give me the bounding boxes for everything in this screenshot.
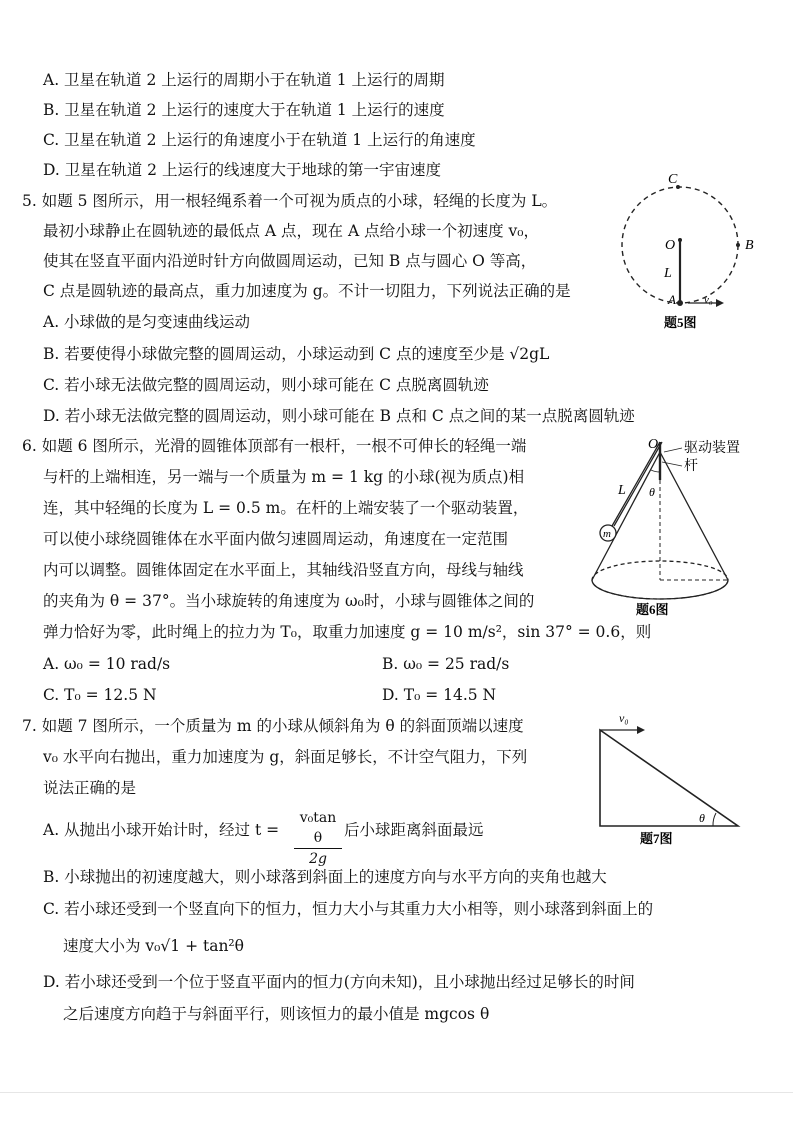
- q4-option-b: B. 卫星在轨道 2 上运行的速度大于在轨道 1 上运行的速度: [43, 101, 445, 119]
- q6-stem-line-1: 6. 如题 6 图所示，光滑的圆锥体顶部有一根杆，一根不可伸长的轻绳一端: [22, 437, 527, 455]
- fig6-caption: 题6图: [636, 602, 669, 617]
- q7-option-a-fraction: [294, 808, 342, 869]
- q7-option-d-line-2: 之后速度方向趋于与斜面平行，则该恒力的最小值是 mgcos θ: [63, 1005, 490, 1023]
- figure-5-circle-diagram: [620, 172, 780, 335]
- fig6-label-drive: 驱动装置: [684, 441, 740, 456]
- q5-option-b: B. 若要使得小球做完整的圆周运动，小球运动到 C 点的速度至少是 √2gL: [43, 345, 550, 363]
- fig6-label-o: O: [648, 437, 659, 452]
- figure-7-incline-diagram: [595, 710, 755, 850]
- q6-option-c: C. T₀ = 12.5 N: [43, 686, 157, 704]
- fig5-label-b: B: [745, 238, 754, 253]
- q7-option-a-denominator: 2g: [309, 851, 327, 867]
- q6-option-b: B. ω₀ = 25 rad/s: [382, 655, 510, 673]
- q7-stem-line-2: v₀ 水平向右抛出，重力加速度为 g，斜面足够长，不计空气阻力，下列: [43, 748, 528, 766]
- q6-stem-line-4: 可以使小球绕圆锥体在水平面内做匀速圆周运动，角速度在一定范围: [43, 530, 509, 548]
- q7-option-d-line-1: D. 若小球还受到一个位于竖直平面内的恒力(方向未知)，且小球抛出经过足够长的时间: [43, 973, 635, 991]
- q5-option-d: D. 若小球无法做完整的圆周运动，则小球可能在 B 点和 C 点之间的某一点脱离圆轨迹: [43, 407, 635, 425]
- q6-option-a: A. ω₀ = 10 rad/s: [43, 655, 171, 673]
- q7-option-b: B. 小球抛出的初速度越大，则小球落到斜面上的速度方向与水平方向的夹角也越大: [43, 868, 607, 886]
- fig6-label-rod: 杆: [684, 459, 698, 474]
- q6-stem-line-2: 与杆的上端相连，另一端与一个质量为 m = 1 kg 的小球(视为质点)相: [43, 468, 525, 486]
- q7-option-c-line-2: 速度大小为 v₀√1 + tan²θ: [63, 937, 244, 955]
- q7-stem-line-1: 7. 如题 7 图所示，一个质量为 m 的小球从倾斜角为 θ 的斜面顶端以速度: [22, 717, 524, 735]
- q5-stem-line-2: 最初小球静止在圆轨迹的最低点 A 点，现在 A 点给小球一个初速度 v₀，: [43, 222, 539, 240]
- fig7-label-theta: θ: [699, 811, 705, 825]
- fig6-label-m: m: [603, 528, 611, 540]
- q6-stem-line-7: 弹力恰好为零，此时绳上的拉力为 T₀，取重力加速度 g = 10 m/s²，sin 37° = 0.6，则: [43, 623, 652, 641]
- fig7-caption: 题7图: [640, 831, 673, 846]
- q4-option-d: D. 卫星在轨道 2 上运行的线速度大于地球的第一宇宙速度: [43, 161, 441, 179]
- q5-stem-line-3: 使其在竖直平面内沿逆时针方向做圆周运动，已知 B 点与圆心 O 等高，: [43, 252, 537, 270]
- q7-option-a-numerator: v₀tan θ: [294, 808, 342, 849]
- q4-option-a: A. 卫星在轨道 2 上运行的周期小于在轨道 1 上运行的周期: [43, 71, 445, 89]
- q7-option-a-prefix: A. 从抛出小球开始计时，经过 t =: [43, 821, 280, 839]
- fig5-label-v0: v₀: [704, 294, 713, 306]
- q5-stem-line-4: C 点是圆轨迹的最高点，重力加速度为 g。不计一切阻力，下列说法正确的是: [43, 282, 571, 300]
- q5-option-a: A. 小球做的是匀变速曲线运动: [43, 313, 251, 331]
- page-bottom-divider: [0, 1092, 793, 1093]
- fig5-label-a: A: [668, 292, 676, 307]
- fig7-label-v0: v₀: [619, 711, 629, 725]
- fig5-label-l: L: [664, 266, 672, 281]
- fig5-label-o: O: [665, 238, 676, 253]
- q7-option-c-line-1: C. 若小球还受到一个竖直向下的恒力，恒力大小与其重力大小相等，则小球落到斜面上的: [43, 900, 654, 918]
- fig6-label-theta: θ: [649, 485, 655, 499]
- q5-stem-line-1: 5. 如题 5 图所示，用一根轻绳系着一个可视为质点的小球，轻绳的长度为 L。: [22, 192, 558, 210]
- q4-option-c: C. 卫星在轨道 2 上运行的角速度小于在轨道 1 上运行的角速度: [43, 131, 476, 149]
- q6-option-d: D. T₀ = 14.5 N: [382, 686, 497, 704]
- fig5-label-c: C: [668, 172, 678, 187]
- figure-6-cone-diagram: [590, 430, 790, 620]
- q6-stem-line-6: 的夹角为 θ = 37°。当小球旋转的角速度为 ω₀时，小球与圆锥体之间的: [43, 592, 535, 610]
- q6-stem-line-5: 内可以调整。圆锥体固定在水平面上，其轴线沿竖直方向，母线与轴线: [43, 561, 524, 579]
- q7-stem-line-3: 说法正确的是: [43, 779, 137, 797]
- fig6-label-l: L: [618, 483, 626, 498]
- fig5-caption: 题5图: [664, 315, 697, 330]
- q7-option-a-suffix: 后小球距离斜面最远: [344, 821, 484, 839]
- q6-stem-line-3: 连，其中轻绳的长度为 L = 0.5 m。在杆的上端安装了一个驱动装置，: [43, 499, 529, 517]
- q5-option-c: C. 若小球无法做完整的圆周运动，则小球可能在 C 点脱离圆轨迹: [43, 376, 489, 394]
